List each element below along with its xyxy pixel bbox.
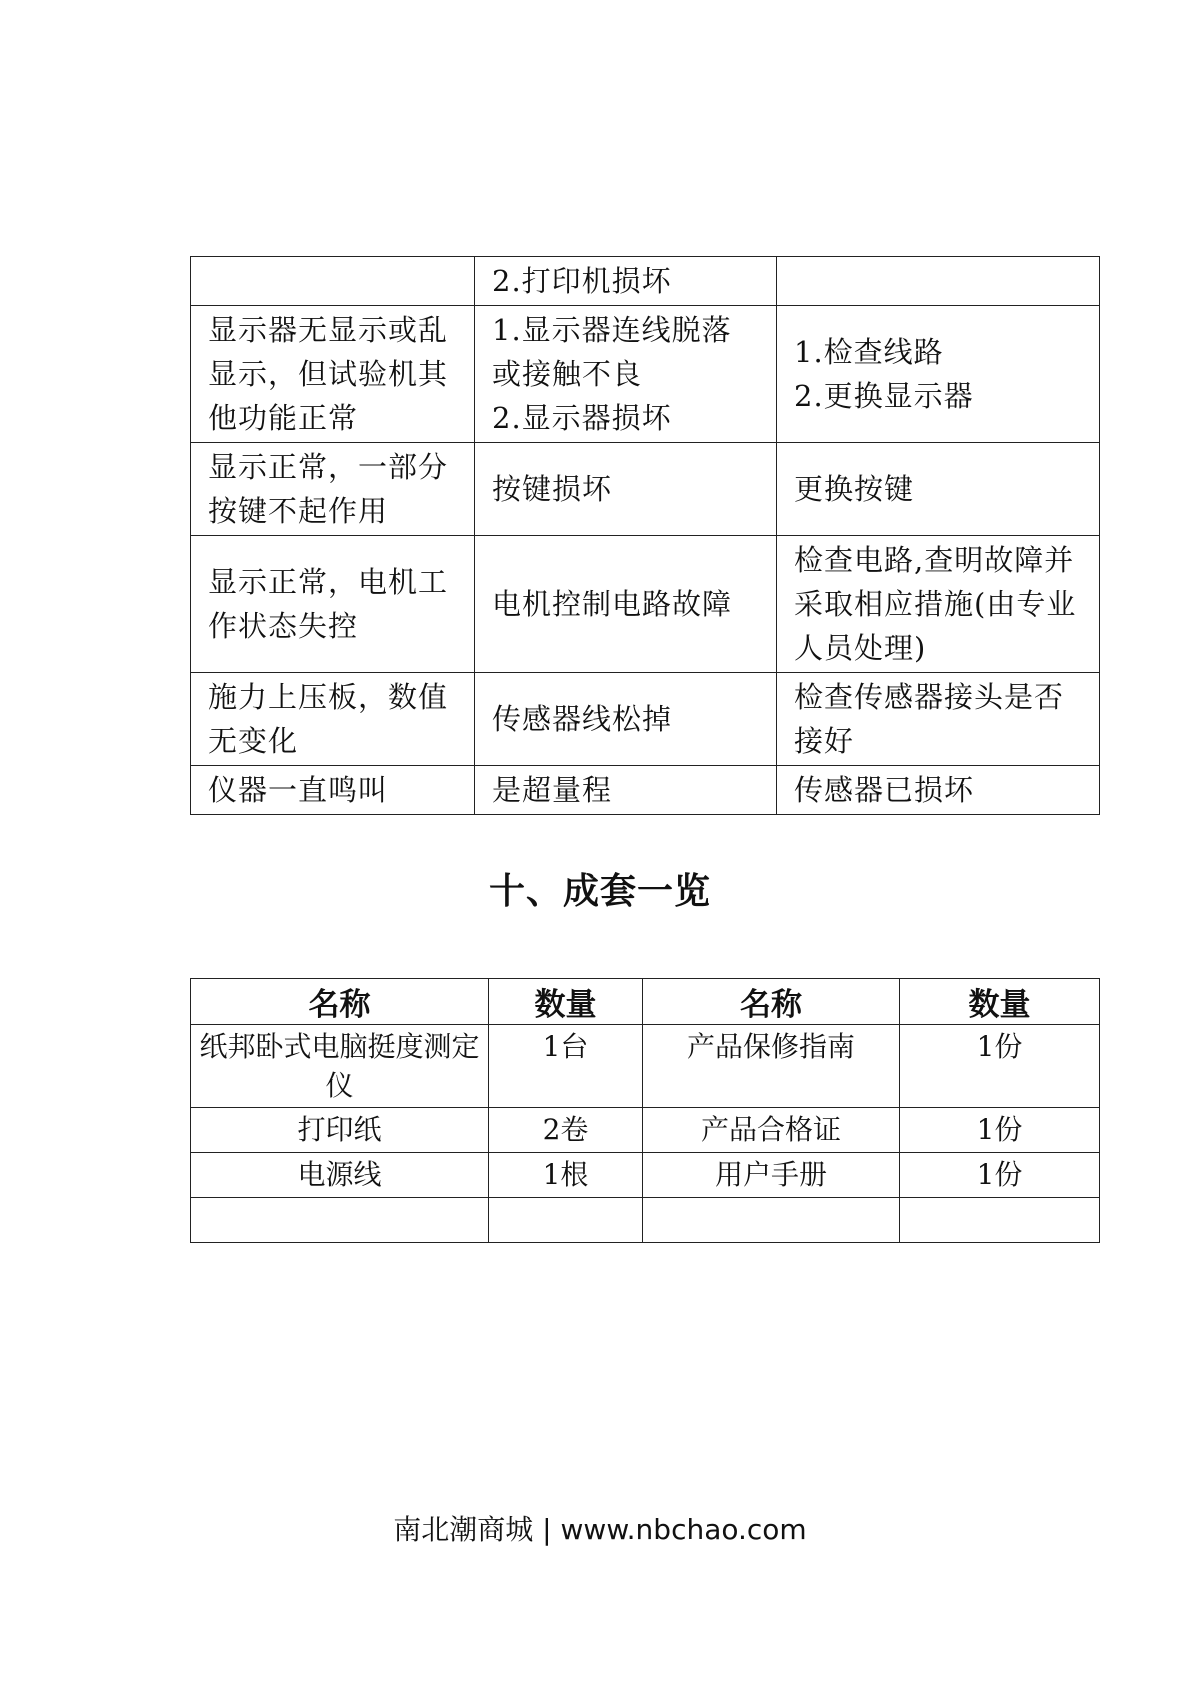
item-qty-cell: 1根 <box>489 1153 643 1198</box>
solution-cell: 传感器已损坏 <box>777 766 1100 815</box>
table-row <box>191 257 1100 306</box>
solution-cell: 检查电路,查明故障并采取相应措施(由专业人员处理) <box>777 536 1100 673</box>
symptom-cell: 显示正常，一部分按键不起作用 <box>191 443 475 536</box>
table-row <box>191 443 1100 536</box>
item-qty-cell: 1份 <box>900 1108 1100 1153</box>
item-name-cell: 打印纸 <box>191 1108 489 1153</box>
table-row <box>191 306 1100 443</box>
item-name-cell: 产品合格证 <box>643 1108 900 1153</box>
section-title: 十、成套一览 <box>488 871 711 912</box>
item-name-cell: 电源线 <box>191 1153 489 1198</box>
table-row <box>191 1198 1100 1243</box>
table-row <box>191 1153 1100 1198</box>
item-qty-cell <box>489 1198 643 1243</box>
symptom-cell: 施力上压板，数值无变化 <box>191 673 475 766</box>
table-row <box>191 1025 1100 1108</box>
item-name-cell: 产品保修指南 <box>643 1025 900 1108</box>
symptom-cell: 显示器无显示或乱显示，但试验机其他功能正常 <box>191 306 475 443</box>
item-name-cell <box>643 1198 900 1243</box>
symptom-cell <box>191 257 475 306</box>
item-name-cell: 用户手册 <box>643 1153 900 1198</box>
kit-list-table <box>190 978 1100 1243</box>
solution-cell: 更换按键 <box>777 443 1100 536</box>
item-qty-cell: 1份 <box>900 1153 1100 1198</box>
column-header: 名称 <box>643 979 900 1025</box>
solution-cell <box>777 257 1100 306</box>
symptom-cell: 仪器一直鸣叫 <box>191 766 475 815</box>
item-name-cell: 纸邦卧式电脑挺度测定仪 <box>191 1025 489 1108</box>
cause-cell: 2.打印机损坏 <box>475 257 777 306</box>
item-qty-cell: 1份 <box>900 1025 1100 1108</box>
solution-cell: 1.检查线路 2.更换显示器 <box>777 306 1100 443</box>
table-row <box>191 673 1100 766</box>
symptom-cell: 显示正常，电机工作状态失控 <box>191 536 475 673</box>
column-header: 数量 <box>489 979 643 1025</box>
cause-cell: 按键损坏 <box>475 443 777 536</box>
cause-cell: 是超量程 <box>475 766 777 815</box>
troubleshooting-table <box>190 256 1100 815</box>
footer-text: 南北潮商城 | www.nbchao.com <box>393 1513 807 1546</box>
column-header: 数量 <box>900 979 1100 1025</box>
column-header: 名称 <box>191 979 489 1025</box>
item-name-cell <box>191 1198 489 1243</box>
item-qty-cell: 2卷 <box>489 1108 643 1153</box>
solution-cell: 检查传感器接头是否接好 <box>777 673 1100 766</box>
item-qty-cell <box>900 1198 1100 1243</box>
item-qty-cell: 1台 <box>489 1025 643 1108</box>
table-row <box>191 766 1100 815</box>
cause-cell: 传感器线松掉 <box>475 673 777 766</box>
cause-cell: 电机控制电路故障 <box>475 536 777 673</box>
cause-cell: 1.显示器连线脱落或接触不良 2.显示器损坏 <box>475 306 777 443</box>
table-row <box>191 536 1100 673</box>
header-row <box>191 979 1100 1025</box>
table-row <box>191 1108 1100 1153</box>
